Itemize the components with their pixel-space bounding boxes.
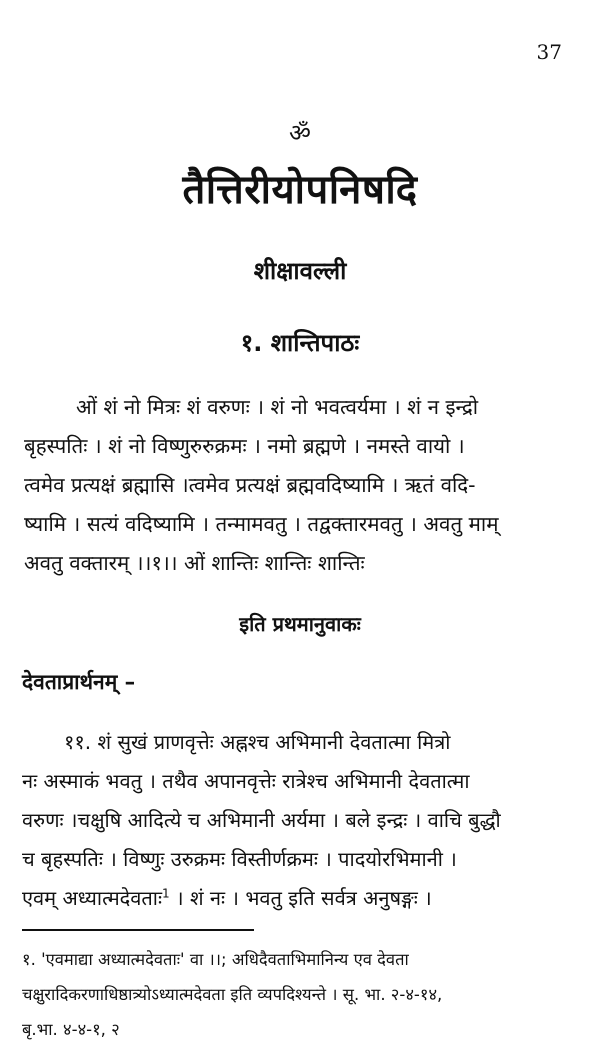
- mantra-line: ओं शं नो मित्रः शं वरुणः । शं नो भवत्वर्यमा । शं न इन्द्रो: [76, 395, 479, 419]
- commentary-line: नः अस्माकं भवतु । तथैव अपानवृत्तेः रात्रेश्च अभिमानी देवतात्मा: [22, 769, 470, 793]
- commentary-line-last: [22, 879, 578, 918]
- commentary: [22, 723, 578, 918]
- footnote-line: १. 'एवमाद्या अध्यात्मदेवताः' वा ।।; अधिदैवताभिमानिन्य एव देवता: [22, 950, 409, 969]
- footnote-line: बृ.भा. ४-४-१, २: [22, 1020, 120, 1039]
- devata-prarthanam-heading: देवताप्रार्थनम् –: [22, 670, 136, 694]
- commentary-line: च बृहस्पतिः । विष्णुः उरुक्रमः विस्तीर्णक्रमः । पादयोरभिमानी ।: [22, 847, 457, 871]
- om-symbol: ॐ: [289, 119, 311, 147]
- footnote-line: चक्षुरादिकरणाधिष्ठात्र्योऽध्यात्मदेवता इति व्यपदिश्यन्ते । सू. भा. २-४-१४,: [22, 985, 443, 1004]
- footnote-marker: 1: [162, 886, 170, 901]
- chapter-subtitle: शीक्षावल्ली: [253, 257, 347, 285]
- section-heading: १. शान्तिपाठः: [240, 329, 360, 357]
- commentary-line: वरुणः ।चक्षुषि आदित्ये च अभिमानी अर्यमा । बले इन्द्रः । वाचि बुद्धौ: [22, 808, 501, 832]
- mantra-line: ष्यामि । सत्यं वदिष्यामि । तन्मामवतु । तद्वक्तारमवतु । अवतु माम्: [24, 512, 499, 536]
- commentary-text: । शं नः । भवतु इति सर्वत्र अनुषङ्गः ।: [169, 886, 432, 910]
- footnote-divider: [22, 929, 254, 931]
- mantra-line: बृहस्पतिः । शं नो विष्णुरुरुक्रमः । नमो ब्रह्मणे । नमस्ते वायो ।: [24, 434, 465, 458]
- footnote: [22, 942, 578, 1047]
- commentary-line: ११. शं सुखं प्राणवृत्तेः अह्नश्च अभिमानी देवतात्मा मित्रो: [64, 730, 451, 754]
- commentary-text: एवम् अध्यात्मदेवताः: [22, 886, 163, 910]
- anuvaka-end: इति प्रथमानुवाकः: [239, 612, 361, 636]
- page-title: तैत्तिरीयोपनिषदि: [182, 167, 418, 213]
- mantra-line: त्वमेव प्रत्यक्षं ब्रह्मासि ।त्वमेव प्रत्यक्षं ब्रह्मवदिष्यामि । ऋतं वदि-: [24, 473, 476, 497]
- page-number: 37: [536, 40, 562, 64]
- mantra-line: अवतु वक्तारम् ।।१।। ओं शान्तिः शान्तिः शान्तिः: [24, 551, 365, 575]
- shanti-mantra: [24, 388, 576, 583]
